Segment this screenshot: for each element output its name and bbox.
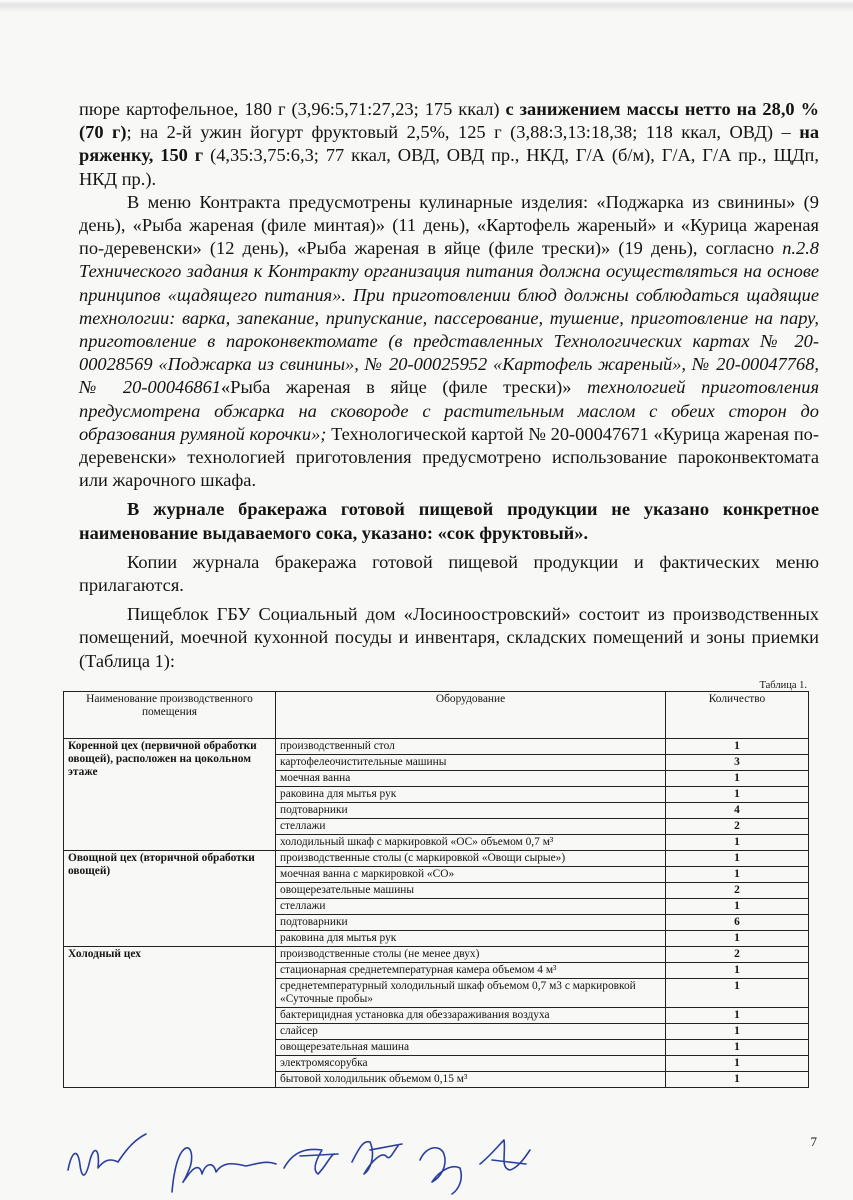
- quantity-cell: 1: [666, 1056, 809, 1072]
- equipment-cell: стационарная среднетемпературная камера объемом 4 м³: [276, 963, 666, 979]
- equipment-cell: стеллажи: [276, 819, 666, 835]
- quantity-cell: 2: [666, 883, 809, 899]
- p2-italic-2: технологией приготовления предусмотрена обжарка на сковороде с растительным маслом с обеих сторон до образования румяной корочки»;: [79, 377, 820, 444]
- equipment-cell: раковина для мытья рук: [276, 931, 666, 947]
- p2-text-3: Технологической картой № 20-00047671 «Курица жареная по-деревенски» технологией приготовления предусмотрено использование пароконвектомата или жарочного шкафа.: [79, 423, 819, 491]
- room-name-cell: Холодный цех: [64, 947, 276, 1088]
- signatures-handwritten: [60, 1120, 620, 1200]
- quantity-cell: 1: [666, 835, 809, 851]
- table-header-row: [64, 692, 809, 739]
- quantity-cell: 1: [666, 931, 809, 947]
- equipment-cell: стеллажи: [276, 899, 666, 915]
- quantity-cell: 1: [666, 1040, 809, 1056]
- equipment-cell: овощерезательные машины: [276, 883, 666, 899]
- paragraph-4: Копии журнала бракеража готовой пищевой продукции и фактических меню прилагаются.: [79, 551, 819, 596]
- quantity-cell: 1: [666, 963, 809, 979]
- header-room: Наименование производственного помещения: [64, 692, 276, 739]
- quantity-cell: 1: [666, 739, 809, 755]
- equipment-table: [63, 691, 809, 1088]
- room-name-cell: Коренной цех (первичной обработки овощей), расположен на цокольном этаже: [64, 739, 276, 851]
- equipment-cell: производственные столы (с маркировкой «Овощи сырые»): [276, 851, 666, 867]
- table-body: [64, 739, 809, 1088]
- equipment-cell: картофелеочистительные машины: [276, 755, 666, 771]
- room-name-cell: Овощной цех (вторичной обработки овощей): [64, 851, 276, 947]
- signature-3: [284, 1149, 338, 1174]
- paragraph-2: [79, 191, 819, 493]
- signature-4: [352, 1142, 402, 1174]
- equipment-cell: моечная ванна: [276, 771, 666, 787]
- p1-bold-kefir: на ряженку, 150 г: [79, 122, 820, 166]
- page-top-edge: [0, 0, 853, 12]
- equipment-cell: среднетемпературный холодильный шкаф объемом 0,7 м3 с маркировкой «Суточные пробы»: [276, 979, 666, 1008]
- p1-text-2: ; на 2-й ужин йогурт фруктовый 2,5%, 125 г (3,88:3,13:18,38; 118 ккал, ОВД) –: [126, 122, 800, 143]
- quantity-cell: 1: [666, 771, 809, 787]
- equipment-cell: бытовой холодильник объемом 0,15 м³: [276, 1072, 666, 1088]
- equipment-cell: овощерезательная машина: [276, 1040, 666, 1056]
- header-qty: Количество: [666, 692, 809, 739]
- signature-5: [420, 1148, 461, 1194]
- paragraph-5: Пищеблок ГБУ Социальный дом «Лосиноостровский» состоит из производственных помещений, моечной кухонной посуды и инвентаря, складских помещений и зоны приемки (Таблица 1):: [79, 604, 819, 671]
- header-equipment: Оборудование: [276, 692, 666, 739]
- quantity-cell: 1: [666, 851, 809, 867]
- quantity-cell: 2: [666, 819, 809, 835]
- equipment-cell: бактерицидная установка для обеззараживания воздуха: [276, 1008, 666, 1024]
- paragraph-1: [79, 98, 819, 191]
- quantity-cell: 4: [666, 803, 809, 819]
- table-caption: Таблица 1.: [759, 680, 807, 691]
- quantity-cell: 6: [666, 915, 809, 931]
- p1-text: пюре картофельное, 180 г (3,96:5,71:27,23; 175 ккал): [79, 99, 506, 119]
- paragraph-3: [79, 498, 819, 544]
- quantity-cell: 1: [666, 1024, 809, 1040]
- equipment-cell: производственный стол: [276, 739, 666, 755]
- p2-italic-1: п.2.8 Технического задания к Контракту организация питания должна осуществляться на основе принципов «щадящего питания». При приготовлении блюд должны соблюдаться щадящие технологии: варка, запекание, припускание, пассерование, тушение, приготовление на пару, приготовление в пароконвектомате (в представленных Технологических картах № 20-00028569 «Поджарка из свинины», № 20-00025952 «Картофель жареный», № 20-00047768, № 20-00046861: [79, 238, 819, 398]
- quantity-cell: 1: [666, 867, 809, 883]
- p1-bold-mass: с занижением массы нетто на 28,0 % (70 г): [79, 99, 819, 143]
- equipment-cell: электромясорубка: [276, 1056, 666, 1072]
- equipment-cell: раковина для мытья рук: [276, 787, 666, 803]
- quantity-cell: 2: [666, 947, 809, 963]
- quantity-cell: 1: [666, 979, 809, 1008]
- page-number: 7: [810, 1134, 817, 1149]
- table-row: [64, 947, 809, 963]
- p2-text: В меню Контракта предусмотрены кулинарные изделия: «Поджарка из свинины» (9 день), «Рыба жареная (филе минтая)» (11 день), «Картофель жареный» и «Курица жареная по-деревенски» (12 день), «Рыба жареная в яйце (филе трески)» (19 день), согласно: [79, 191, 819, 259]
- table-row: [64, 739, 809, 755]
- equipment-cell: холодильный шкаф с маркировкой «ОС» объемом 0,7 м³: [276, 835, 666, 851]
- signature-2: [172, 1148, 276, 1192]
- p2-text-2: «Рыба жареная в яйце (филе трески)»: [221, 377, 588, 398]
- signature-6: [480, 1140, 530, 1170]
- quantity-cell: 1: [666, 787, 809, 803]
- body-text: [79, 98, 819, 673]
- quantity-cell: 3: [666, 755, 809, 771]
- equipment-cell: моечная ванна с маркировкой «СО»: [276, 867, 666, 883]
- equipment-cell: подтоварники: [276, 803, 666, 819]
- quantity-cell: 1: [666, 1072, 809, 1088]
- signature-1: [68, 1134, 146, 1175]
- p3-bold: В журнале бракеража готовой пищевой продукции не указано конкретное наименование выдаваемого сока, указано: «сок фруктовый».: [79, 499, 819, 543]
- equipment-cell: подтоварники: [276, 915, 666, 931]
- table-row: [64, 851, 809, 867]
- equipment-cell: производственные столы (не менее двух): [276, 947, 666, 963]
- quantity-cell: 1: [666, 1008, 809, 1024]
- equipment-cell: слайсер: [276, 1024, 666, 1040]
- p1-text-3: (4,35:3,75:6,3; 77 ккал, ОВД, ОВД пр., НКД, Г/А (б/м), Г/А, Г/А пр., ЩДп, НКД пр.).: [79, 145, 819, 189]
- quantity-cell: 1: [666, 899, 809, 915]
